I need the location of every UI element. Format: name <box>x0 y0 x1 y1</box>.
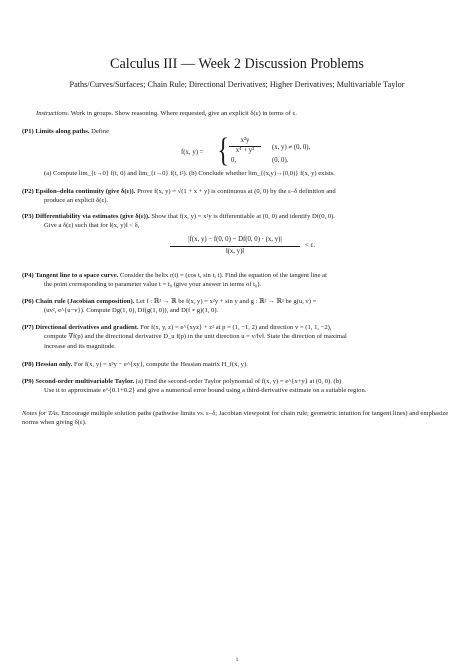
p7-name: Directional derivatives and gradient. <box>35 324 139 331</box>
p2-name: Epsilon–delta continuity (give δ(ε)). <box>35 188 136 195</box>
problem-p6 <box>22 297 454 316</box>
p7-line3: increase and its magnitude. <box>44 342 116 350</box>
problem-p7 <box>22 323 454 351</box>
p3-numerator: |f(x, y) − f(0, 0) − Df(0, 0) · (x, y)| <box>188 236 282 243</box>
p4-line2: the point corresponding to parameter value t = t₀ (give your answer in terms of t₀). <box>44 281 262 289</box>
p8-label: (P8) <box>22 361 34 368</box>
page-subtitle: Paths/Curves/Surfaces; Chain Rule; Directional Derivatives; Higher Derivatives; Multivariable Taylor <box>69 80 405 89</box>
problem-p9 <box>22 377 454 396</box>
p3-label: (P3) <box>22 213 34 220</box>
p9-label: (P9) <box>22 378 34 385</box>
p3-name: Differentiability via estimates (give δ(ε)). <box>35 213 150 220</box>
p3-denominator: ‖(x, y)‖ <box>225 248 245 255</box>
p9-line1: (a) Find the second-order Taylor polynomial of f(x, y) = e^{x+y} at (0, 0). (b) <box>135 378 342 385</box>
p3-line2: Give a δ(ε) such that for ‖(x, y)‖ < δ, <box>44 222 140 230</box>
p1-case2-value: 0, <box>231 157 237 164</box>
instructions-body: Work in groups. Show reasoning. Where requested, give an explicit δ(ε) in terms of ε. <box>70 110 297 117</box>
p1-intro: Define <box>91 128 110 135</box>
instructions <box>36 109 441 118</box>
page-title: Calculus III — Week 2 Discussion Problems <box>110 56 364 72</box>
p8-name: Hessian only. <box>35 361 73 368</box>
p9-line2: Use it to approximate e^{0.1+0.2} and give a numerical error bound using a third-derivative estimate on a suitable region. <box>44 387 367 395</box>
p4-label: (P4) <box>22 272 34 279</box>
ta-notes <box>22 409 454 428</box>
p1-case2-condition: (0, 0). <box>272 157 289 164</box>
page-number: 1 <box>235 657 239 663</box>
p6-label: (P6) <box>22 298 34 305</box>
p1-label: (P1) <box>22 128 34 135</box>
p8-line1: For f(x, y) = x³y − e^{xy}, compute the Hessian matrix H_f(x, y). <box>74 361 248 368</box>
problem-p8 <box>22 360 454 369</box>
p6-name: Chain rule (Jacobian composition). <box>35 298 135 305</box>
p7-line1: For f(x, y, z) = e^{xyz} + z² at p = (1, −1, 2) and direction v = (1, 1, −2), <box>140 324 332 331</box>
p6-line2: (uv², e^{u−v}). Compute Dg(1, 0), Df(g(1, 0)), and D(f ∘ g)(1, 0). <box>44 307 219 315</box>
p3-line1: Show that f(x, y) = x²y is differentiable at (0, 0) and identify Df(0, 0). <box>151 213 335 220</box>
instructions-lead: Instructions. <box>36 110 70 117</box>
p1-parts: (a) Compute lim_{t→0} f(t, 0) and lim_{t→0} f(t, t²). (b) Conclude whether lim_{(x,y)→(0,0)} f(x, y) exists. <box>44 170 335 177</box>
p2-label: (P2) <box>22 188 34 195</box>
p9-name: Second-order multivariable Taylor. <box>35 378 135 385</box>
p7-line2: compute ∇f(p) and the directional derivative D_u f(p) in the unit direction u = v/‖v‖. State the direction of maximal <box>44 333 347 341</box>
problem-p2 <box>22 187 454 206</box>
p1-fx: f(x, y) = <box>181 149 204 156</box>
problem-p1 <box>22 127 454 136</box>
p1-denominator: x⁴ + y² <box>235 147 255 154</box>
p1-numerator: x²y <box>240 137 250 144</box>
p3-fraction-line <box>170 246 300 247</box>
p2-line2: produce an explicit δ(ε). <box>44 197 109 205</box>
problem-p3 <box>22 212 454 231</box>
p1-case1-condition: (x, y) ≠ (0, 0), <box>272 144 311 151</box>
notes-body: Encourage multiple solution paths (pathwise limits vs. ε–δ; Jacobian viewpoint for chain rule; geometric intuition for tangent lines) and emphasize norms when giving δ(ε). <box>22 410 449 427</box>
p3-rhs: < ε. <box>305 242 316 249</box>
p1-brace: { <box>217 132 229 169</box>
problem-p4 <box>22 271 454 290</box>
p1-name: Limits along paths. <box>35 128 90 135</box>
p2-line1: Prove f(x, y) = √(1 + x + y) is continuous at (0, 0) by the ε–δ definition and <box>137 188 336 195</box>
notes-lead: Notes for TAs. <box>22 410 60 417</box>
p7-label: (P7) <box>22 324 34 331</box>
p6-line1: Let f : ℝ² → ℝ be f(x, y) = x²y + sin y and g : ℝ² → ℝ² be g(u, v) = <box>135 298 317 305</box>
p4-line1: Consider the helix r(t) = (cos t, sin t, t). Find the equation of the tangent line at <box>119 272 327 279</box>
p4-name: Tangent line to a space curve. <box>35 272 119 279</box>
